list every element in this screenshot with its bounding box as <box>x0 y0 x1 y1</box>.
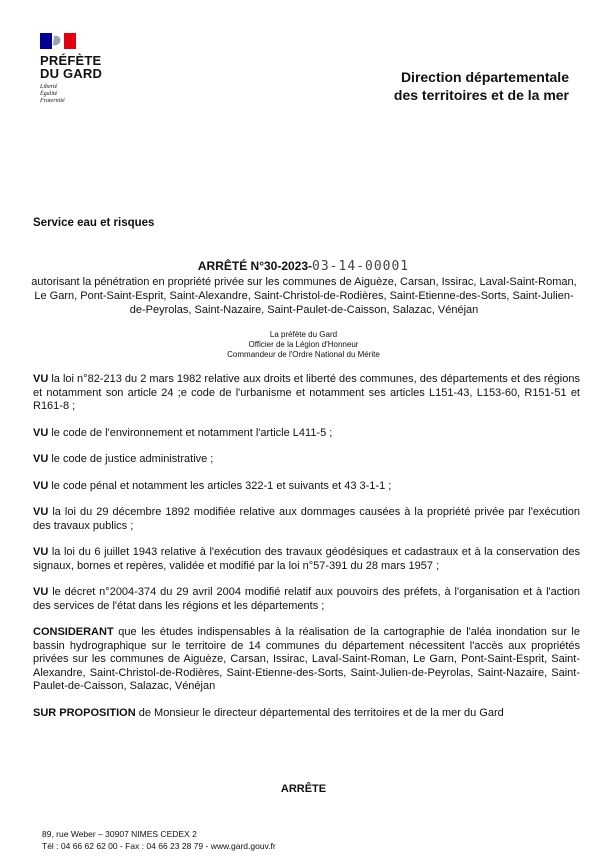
direction-line2: des territoires et de la mer <box>393 87 569 103</box>
clause-keyword: CONSIDERANT <box>33 626 114 638</box>
authority-line3: Commandeur de l'Ordre National du Mérite <box>227 350 380 359</box>
footer-phone-web: Tél : 04 66 62 62 00 - Fax : 04 66 23 28 79 - www.gard.gouv.fr <box>42 841 276 851</box>
clause <box>33 626 580 694</box>
clause-text: la loi n°82-213 du 2 mars 1982 relative aux droits et liberté des communes, des départements et des régions et notamment son article 24 ;e code de l'urbanisme et notamment ses articles L151-43, L153-60, R151-51 et R161-8 ; <box>33 373 580 412</box>
motto-fraternite: Fraternité <box>40 98 65 104</box>
document-body <box>33 373 580 733</box>
clause <box>33 586 580 613</box>
clause <box>33 373 580 414</box>
direction-line1: Direction départementale <box>400 69 569 85</box>
footer-address: 89, rue Weber – 30907 NIMES CEDEX 2 <box>42 829 197 839</box>
clause <box>33 506 580 533</box>
clause-keyword: VU <box>33 426 49 439</box>
clause-keyword: VU <box>33 453 49 465</box>
direction-heading <box>394 68 569 104</box>
clause-keyword: VU <box>33 506 49 518</box>
clause-text: le décret n°2004-374 du 29 avril 2004 modifié relatif aux pouvoirs des préfets, à l'organisation et à l'action des services de l'état dans les régions et les départements ; <box>33 586 580 612</box>
clause-text: le code de justice administrative ; <box>48 453 214 465</box>
clause-keyword: VU <box>33 479 49 492</box>
clause <box>33 546 580 573</box>
clause-text: le code pénal et notamment les articles 322-1 et suivants et 43 3-1-1 ; <box>48 479 392 492</box>
clause-keyword: VU <box>33 586 49 598</box>
clause <box>33 453 580 467</box>
logo-name-line2: DU GARD <box>40 66 103 81</box>
clause-keyword: VU <box>33 546 49 558</box>
service-name: Service eau et risques <box>33 217 155 229</box>
arrete-title <box>0 259 607 274</box>
marianne-flag-icon <box>40 33 76 49</box>
clause-keyword: VU <box>33 373 49 385</box>
arrete-handwritten-number: 03-14-00001 <box>312 259 410 274</box>
clause-text: que les études indispensables à la réalisation de la cartographie de l'aléa inondation sur le bassin hydrographique sur le territoire de 14 communes du département nécessitent l'accès aux propriétés privées sur les communes de Aiguèze, Carsan, Issirac, Laval-Saint-Roman, Le Garn, Pont-Saint-Esprit, Saint-Alexandre, Saint-Christol-de-Rodières, Saint-Etienne-des-Sorts, Saint-Julien-de-Peyrolas, Saint-Nazaire, Saint-Paulet-de-Caisson, Salazac, Vénéjan <box>33 626 580 692</box>
prefecture-logo-name <box>40 54 102 80</box>
clause-text: la loi du 29 décembre 1892 modifiée relative aux dommages causées à la propriété privée par l'exécution des travaux publics ; <box>33 506 580 532</box>
clause-text: la loi du 6 juillet 1943 relative à l'exécution des travaux géodésiques et cadastraux et à la conservation des signaux, bornes et repères, validée et modifié par la loi n°57-391 du 28 mars 1957 ; <box>33 546 580 572</box>
clause-keyword: SUR PROPOSITION <box>33 706 136 719</box>
footer-contact <box>42 828 276 852</box>
authority-line2: Officier de la Légion d'Honneur <box>248 340 359 349</box>
republic-motto <box>40 84 65 105</box>
arrete-decision-heading: ARRÊTE <box>280 783 327 795</box>
clause <box>33 480 580 494</box>
arrete-title-prefix: ARRÊTÉ N°30-2023- <box>197 259 313 273</box>
arrete-subtitle: autorisant la pénétration en propriété privée sur les communes de Aiguèze, Carsan, Issirac, Laval-Saint-Roman, Le Garn, Pont-Saint-Esprit, Saint-Alexandre, Saint-Christol-de-Rodières, Saint-Etienne-des-Sorts, Saint-Julien-de-Peyrolas, Saint-Nazaire, Saint-Paulet-de-Caisson, Salazac, Vénéjan <box>31 276 577 316</box>
logo-name-line1: PRÉFÈTE <box>40 53 102 68</box>
authority-line1: La préfète du Gard <box>269 330 338 339</box>
motto-egalite: Égalité <box>40 91 58 97</box>
motto-liberte: Liberté <box>40 84 58 90</box>
authority-block <box>0 330 607 360</box>
clause <box>33 427 580 441</box>
clause-text: de Monsieur le directeur départemental des territoires et de la mer du Gard <box>135 706 504 719</box>
clause-text: le code de l'environnement et notamment l'article L411-5 ; <box>48 426 333 439</box>
clause <box>33 707 580 721</box>
